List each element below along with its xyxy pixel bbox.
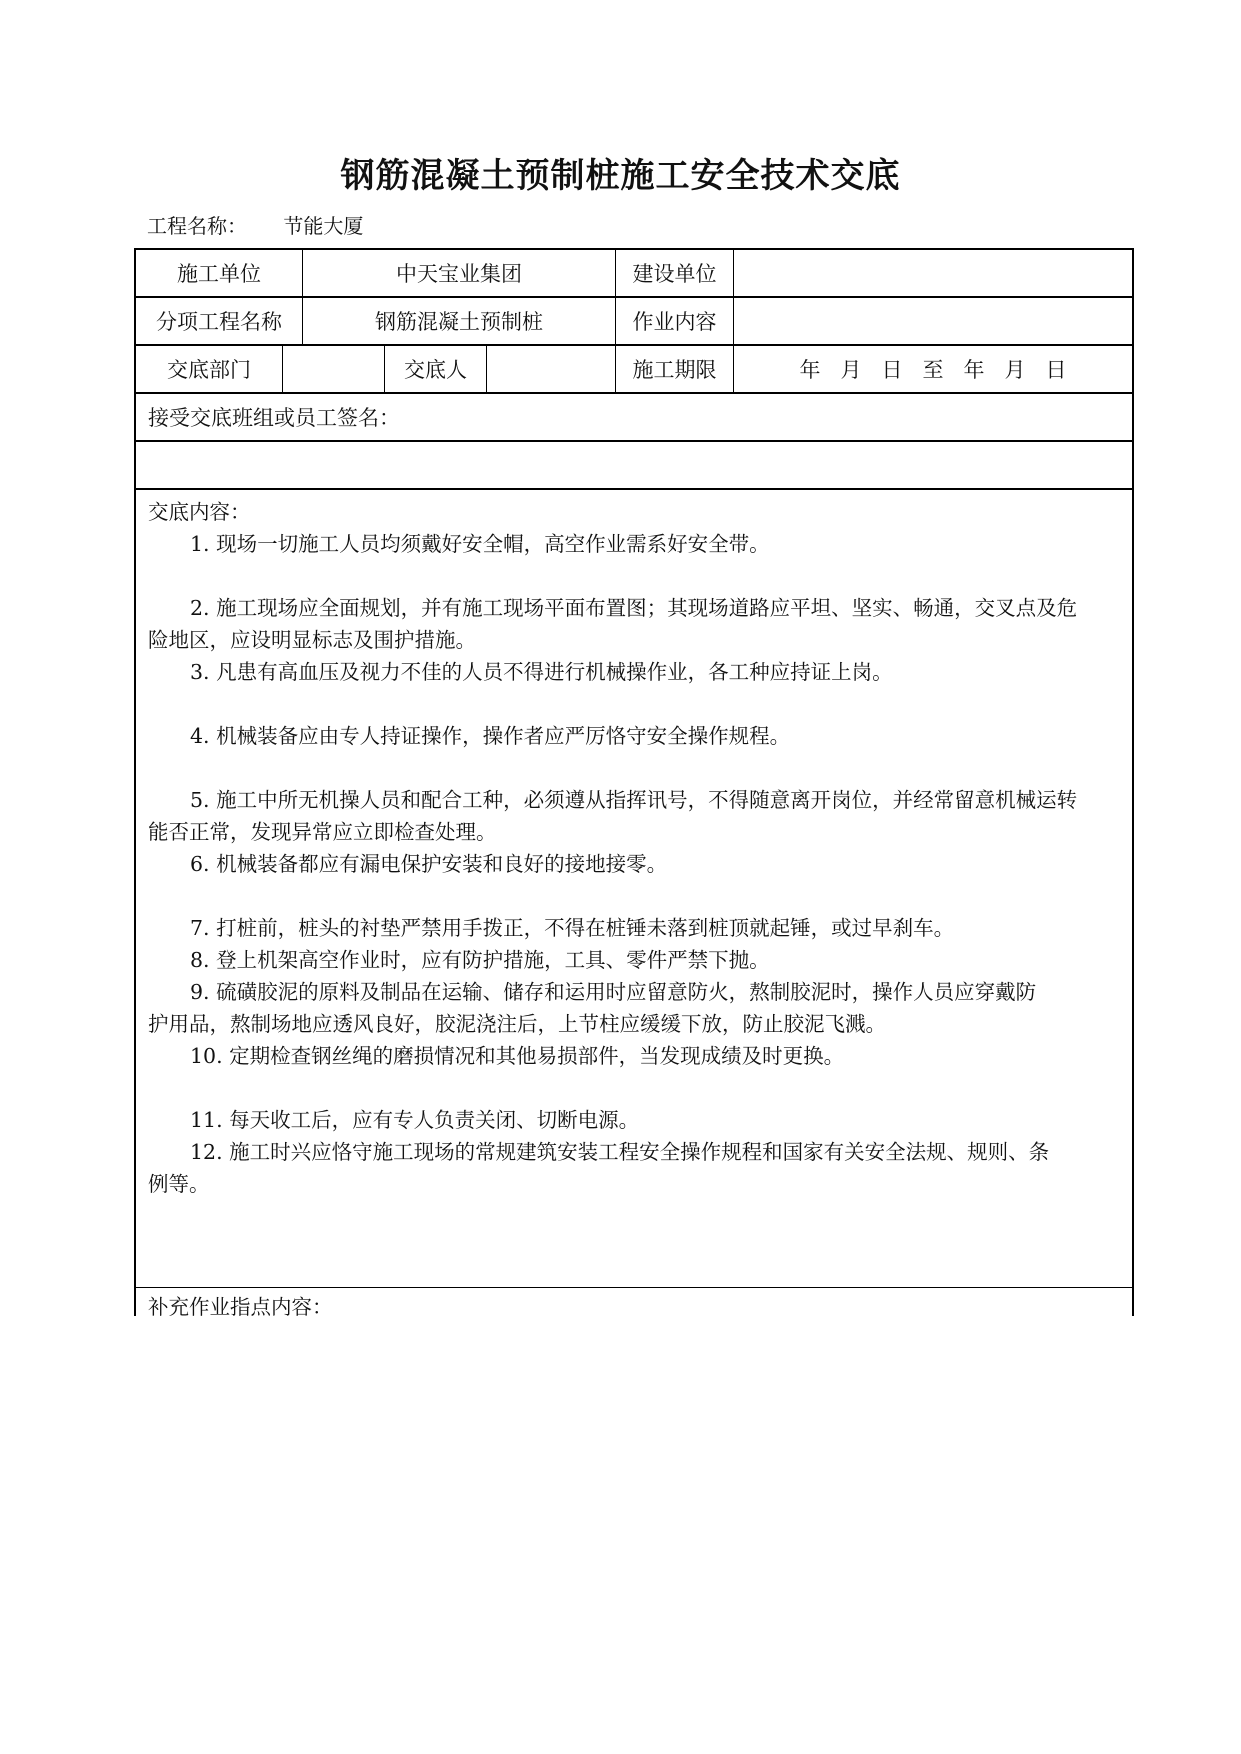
period-end-day: 日 [1045,358,1067,382]
sign-label: 接受交底班组或员工签名： [148,406,400,430]
content-item: 7. 打桩前，桩头的衬垫严禁用手拨正，不得在桩锤未落到桩顶就起锤，或过早刹车。 [190,916,955,940]
table-row-sign-area [136,442,1132,490]
table-row-unit [136,250,1132,298]
construction-unit-value: 中天宝业集团 [303,250,616,296]
content-label: 交底内容： [148,500,251,524]
discloser-label: 交底人 [385,346,487,392]
content-item: 6. 机械装备都应有漏电保护安装和良好的接地接零。 [190,852,668,876]
content-item: 3. 凡患有高血压及视力不佳的人员不得进行机械操作业，各工种应持证上岗。 [190,660,893,684]
period-start-month: 月 [840,358,862,382]
client-unit-label: 建设单位 [616,250,734,296]
period-start-year: 年 [799,358,821,382]
disclosure-table [134,248,1134,1319]
table-row-subproject [136,298,1132,346]
project-name: 节能大厦 [283,214,364,238]
work-content-label: 作业内容 [616,298,734,344]
content-item: 8. 登上机架高空作业时，应有防护措施，工具、零件严禁下抛。 [190,948,770,972]
subproject-label: 分项工程名称 [136,298,303,344]
period-to: 至 [922,358,944,382]
content-item: 护用品，熬制场地应透风良好，胶泥浇注后，上节柱应缓缓下放，防止胶泥飞溅。 [148,1012,886,1036]
project-label: 工程名称： [147,214,247,238]
disclosure-dept-value [283,346,385,392]
period-end-month: 月 [1004,358,1026,382]
period-label: 施工期限 [616,346,734,392]
table-row-disclosure [136,346,1132,394]
table-row-sign-label [136,394,1132,442]
disclosure-dept-label: 交底部门 [136,346,283,392]
work-content-value [734,298,1132,344]
content-item: 10. 定期检查钢丝绳的磨损情况和其他易损部件，当发现成绩及时更换。 [190,1044,845,1068]
content-item: 4. 机械装备应由专人持证操作，操作者应严厉恪守安全操作规程。 [190,724,791,748]
period-end-year: 年 [963,358,985,382]
content-item: 5. 施工中所无机操人员和配合工种，必须遵从指挥讯号，不得随意离开岗位，并经常留意机械运转 [190,788,1078,812]
content-item: 12. 施工时兴应恪守施工现场的常规建筑安装工程安全操作规程和国家有关安全法规、规则、条 [190,1140,1050,1164]
content-item: 能否正常，发现异常应立即检查处理。 [148,820,497,844]
content-item: 例等。 [148,1172,210,1196]
document-title: 钢筋混凝土预制桩施工安全技术交底 [340,156,901,196]
discloser-value [487,346,616,392]
content-item: 2. 施工现场应全面规划，并有施工现场平面布置图；其现场道路应平坦、坚实、畅通，交叉点及危 [190,596,1078,620]
project-line [147,210,363,239]
disclosure-content [136,490,1132,1288]
period-value [734,346,1132,392]
construction-unit-label: 施工单位 [136,250,303,296]
subproject-value: 钢筋混凝土预制桩 [303,298,616,344]
client-unit-value [734,250,1132,296]
content-item: 9. 硫磺胶泥的原料及制品在运输、储存和运用时应留意防火，熬制胶泥时，操作人员应穿戴防 [190,980,1037,1004]
content-item: 险地区，应设明显标志及围护措施。 [148,628,476,652]
content-item: 1. 现场一切施工人员均须戴好安全帽，高空作业需系好安全带。 [190,532,770,556]
supplement-label: 补充作业指点内容： [148,1295,333,1319]
period-start-day: 日 [881,358,903,382]
content-item: 11. 每天收工后，应有专人负责关闭、切断电源。 [190,1108,640,1132]
